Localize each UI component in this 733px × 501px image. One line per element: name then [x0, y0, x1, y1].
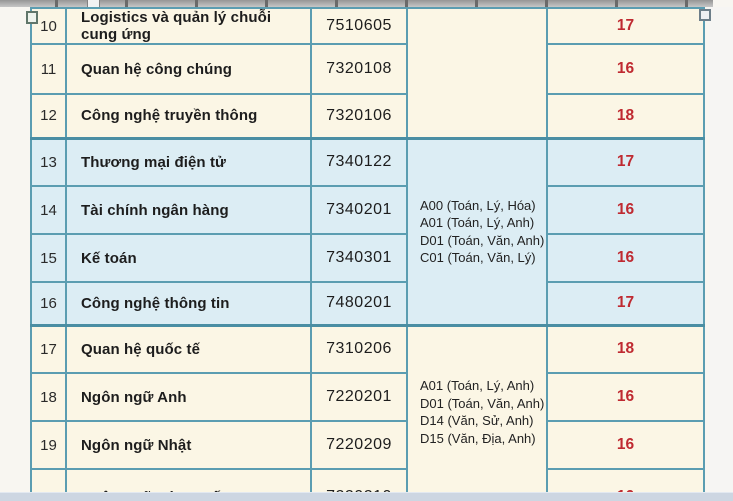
major-name: Logistics và quản lý chuỗi cung ứng	[81, 9, 272, 43]
combo-list	[420, 377, 546, 447]
table-row	[31, 186, 704, 234]
row-number: 18	[40, 388, 57, 406]
score-cell[interactable]	[547, 373, 704, 421]
combo-cell[interactable]	[407, 138, 547, 325]
row-number: 10	[40, 17, 57, 35]
table-row	[31, 282, 704, 325]
window-bottom-edge	[0, 492, 733, 501]
combo-line: C01 (Toán, Văn, Lý)	[420, 250, 536, 265]
table-move-handle[interactable]	[26, 11, 38, 24]
combo-cell-empty[interactable]	[407, 8, 547, 138]
major-name-cell[interactable]	[66, 234, 311, 282]
major-name-cell[interactable]	[66, 138, 311, 186]
score-cell[interactable]	[547, 282, 704, 325]
row-number: 13	[40, 153, 57, 171]
major-code-cell[interactable]	[311, 138, 407, 186]
combo-line: A01 (Toán, Lý, Anh)	[420, 378, 535, 394]
major-code-cell[interactable]	[311, 94, 407, 138]
major-name-cell[interactable]	[66, 421, 311, 469]
row-number: 11	[40, 60, 57, 78]
score-value: 17	[616, 17, 635, 34]
row-number: 14	[40, 201, 57, 219]
major-code-cell[interactable]	[311, 186, 407, 234]
score-value: 17	[616, 294, 635, 312]
major-code: 7340201	[326, 201, 392, 218]
major-code-cell[interactable]	[311, 44, 407, 94]
score-cell[interactable]	[547, 138, 704, 186]
table-row	[31, 8, 704, 44]
score-value: 17	[616, 153, 635, 171]
combo-line: A01 (Toán, Lý, Anh)	[420, 215, 535, 230]
row-number-cell[interactable]	[31, 421, 66, 469]
combo-line: D14 (Văn, Sử, Anh)	[420, 413, 534, 429]
major-name: Công nghệ truyền thông	[81, 107, 258, 125]
major-name-cell[interactable]	[66, 373, 311, 421]
score-value: 18	[616, 106, 635, 124]
score-value: 16	[616, 249, 635, 266]
score-cell[interactable]	[547, 186, 704, 234]
major-code: 7480201	[326, 294, 392, 312]
row-number: 15	[40, 249, 57, 267]
major-name-cell[interactable]	[66, 186, 311, 234]
admission-table	[30, 7, 705, 501]
score-value: 16	[616, 201, 635, 218]
major-name-cell[interactable]	[66, 325, 311, 373]
table-row	[31, 373, 704, 421]
major-name-cell[interactable]	[66, 94, 311, 138]
row-number-cell[interactable]	[31, 186, 66, 234]
combo-line: A00 (Toán, Lý, Hóa)	[420, 197, 536, 213]
combo-line: D01 (Toán, Văn, Anh)	[420, 232, 545, 248]
score-cell[interactable]	[547, 325, 704, 373]
ruler-strip	[0, 0, 713, 7]
major-code-cell[interactable]	[311, 282, 407, 325]
major-code-cell[interactable]	[311, 421, 407, 469]
major-code-cell[interactable]	[311, 325, 407, 373]
table-row	[31, 138, 704, 186]
major-code: 7320108	[326, 60, 392, 77]
major-name: Ngôn ngữ Nhật	[81, 436, 192, 454]
score-cell[interactable]	[547, 8, 704, 44]
row-number-cell[interactable]	[31, 44, 66, 94]
major-code: 7310206	[326, 340, 392, 358]
major-code: 7320106	[326, 106, 392, 124]
row-number-cell[interactable]	[31, 138, 66, 186]
score-cell[interactable]	[547, 234, 704, 282]
row-number-cell[interactable]	[31, 282, 66, 325]
combo-cell[interactable]	[407, 325, 547, 501]
score-value: 16	[616, 436, 635, 453]
major-name: Quan hệ công chúng	[81, 60, 232, 78]
table-row	[31, 325, 704, 373]
major-code: 7220209	[326, 436, 392, 453]
major-code-cell[interactable]	[311, 8, 407, 44]
major-name: Công nghệ thông tin	[81, 294, 230, 312]
row-number: 12	[40, 107, 57, 125]
row-number-cell[interactable]	[31, 94, 66, 138]
page-margin	[709, 7, 733, 492]
score-cell[interactable]	[547, 44, 704, 94]
major-code: 7220201	[326, 388, 392, 405]
major-code: 7340122	[326, 153, 392, 171]
major-name: Thương mại điện tử	[81, 153, 227, 171]
score-value: 16	[616, 60, 635, 77]
major-name: Quan hệ quốc tế	[81, 340, 201, 358]
row-number: 17	[40, 340, 57, 358]
row-number-cell[interactable]	[31, 234, 66, 282]
major-code: 7510605	[326, 17, 392, 34]
score-value: 18	[616, 340, 635, 358]
major-name: Kế toán	[81, 249, 137, 267]
combo-line: D15 (Văn, Địa, Anh)	[420, 430, 536, 446]
major-name-cell[interactable]	[66, 44, 311, 94]
table-row	[31, 94, 704, 138]
table-row	[31, 234, 704, 282]
major-name: Ngôn ngữ Anh	[81, 388, 187, 406]
major-name-cell[interactable]	[66, 8, 311, 44]
table-container	[30, 7, 705, 501]
table-row	[31, 421, 704, 469]
major-code-cell[interactable]	[311, 373, 407, 421]
table-row	[31, 44, 704, 94]
row-number-cell[interactable]	[31, 325, 66, 373]
row-number: 19	[40, 436, 57, 454]
combo-list	[420, 197, 546, 267]
combo-line: D01 (Toán, Văn, Anh)	[420, 395, 545, 411]
major-code-cell[interactable]	[311, 234, 407, 282]
score-cell[interactable]	[547, 94, 704, 138]
score-value: 16	[616, 388, 635, 405]
row-number-cell[interactable]	[31, 373, 66, 421]
major-code: 7340301	[326, 249, 392, 266]
table-resize-handle[interactable]	[699, 9, 711, 21]
score-cell[interactable]	[547, 421, 704, 469]
major-name: Tài chính ngân hàng	[81, 201, 229, 219]
major-name-cell[interactable]	[66, 282, 311, 325]
row-number: 16	[40, 294, 57, 312]
